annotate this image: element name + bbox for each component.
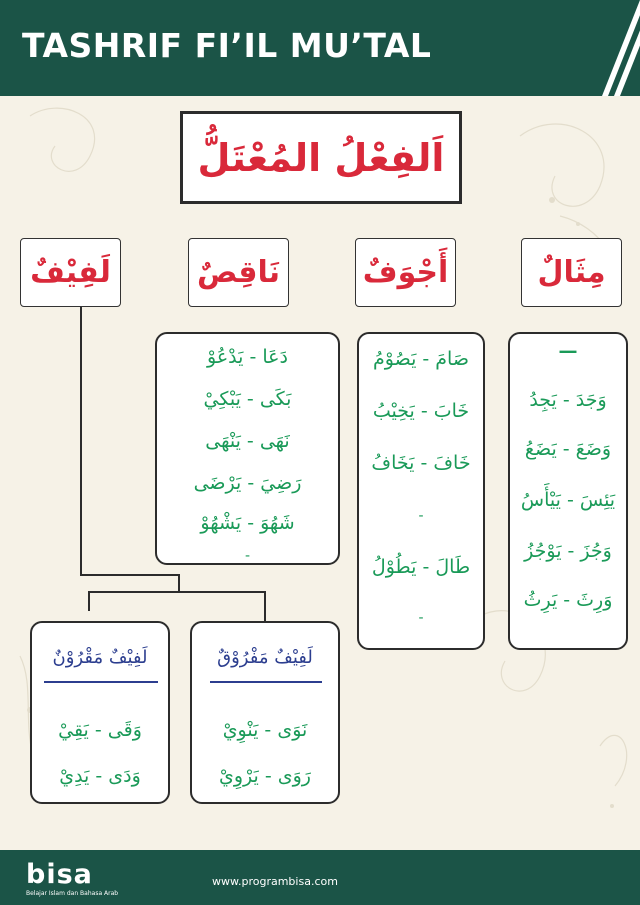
category-mitsal bbox=[521, 238, 622, 307]
list-item: بَكَى - يَبْكِيْ bbox=[203, 388, 292, 410]
list-item: طَالَ - يَطُوْلُ bbox=[371, 556, 471, 578]
lafif-mafruq-box bbox=[190, 621, 340, 804]
list-item: وَجَدَ - يَجِدُ bbox=[529, 389, 607, 411]
category-lafif bbox=[20, 238, 121, 307]
list-item: - bbox=[418, 508, 424, 524]
category-label: أَجْوَفٌ bbox=[362, 255, 449, 290]
list-item: — bbox=[558, 340, 578, 362]
header-bar bbox=[0, 0, 640, 96]
list-naqish bbox=[155, 332, 340, 565]
category-label: لَفِيْفٌ bbox=[30, 255, 111, 290]
connector-line bbox=[80, 307, 82, 575]
list-ajwaf bbox=[357, 332, 485, 650]
list-item: وَقَى - يَقِيْ bbox=[58, 719, 142, 741]
connector-line bbox=[88, 591, 266, 593]
list-item: خَابَ - يَخِيْبُ bbox=[372, 400, 470, 422]
list-item: نَوَى - يَنْوِيْ bbox=[222, 719, 308, 741]
connector-line bbox=[88, 591, 90, 611]
category-naqish bbox=[188, 238, 289, 307]
main-title: اَلفِعْلُ المُعْتَلُّ bbox=[197, 135, 445, 180]
list-item: دَعَا - يَدْعُوْ bbox=[207, 346, 288, 368]
category-label: مِثَالٌ bbox=[537, 255, 606, 290]
category-label: نَاقِصٌ bbox=[196, 255, 281, 290]
main-title-box bbox=[180, 111, 462, 204]
list-item: يَئِسَ - يَيْأَسُ bbox=[520, 489, 616, 511]
connector-line bbox=[264, 591, 266, 622]
list-mitsal bbox=[508, 332, 628, 650]
footer-bar bbox=[0, 850, 640, 905]
lafif-mafruq-title: لَفِيْفٌ مَفْرُوْقٌ bbox=[217, 647, 313, 668]
list-item: - bbox=[418, 610, 424, 626]
list-item: وَضَعَ - يَضَعُ bbox=[524, 438, 612, 460]
list-item: نَهَى - يَنْهَى bbox=[205, 430, 290, 452]
lafif-maqrun-title: لَفِيْفٌ مَقْرُوْنٌ bbox=[52, 647, 148, 668]
category-ajwaf bbox=[355, 238, 456, 307]
connector-line bbox=[80, 574, 180, 576]
list-item: وَدَى - يَدِيْ bbox=[59, 765, 141, 787]
list-item: وَجُزَ - يَوْجُزُ bbox=[524, 540, 612, 562]
header-stripes-decoration bbox=[550, 0, 640, 96]
title-underline bbox=[210, 681, 322, 683]
page-title: TASHRIF FI’IL MU’TAL bbox=[22, 26, 432, 65]
list-item: رَوَى - يَرْوِيْ bbox=[219, 765, 311, 787]
list-item: وَرِثَ - يَرِثُ bbox=[523, 589, 613, 611]
list-item: صَامَ - يَصُوْمُ bbox=[373, 348, 469, 370]
website-link[interactable]: www.programbisa.com bbox=[212, 875, 338, 888]
list-item: خَافَ - يَخَافُ bbox=[371, 452, 471, 474]
connector-line bbox=[178, 574, 180, 592]
list-item: رَضِيَ - يَرْضَى bbox=[193, 472, 302, 494]
list-item: شَهُوَ - يَشْهُوْ bbox=[200, 512, 295, 534]
bisa-logo: bisa bbox=[26, 859, 93, 890]
lafif-maqrun-box bbox=[30, 621, 170, 804]
list-item: - bbox=[244, 548, 251, 564]
footer-tagline: Belajar Islam dan Bahasa Arab bbox=[26, 890, 119, 897]
title-underline bbox=[44, 681, 158, 683]
